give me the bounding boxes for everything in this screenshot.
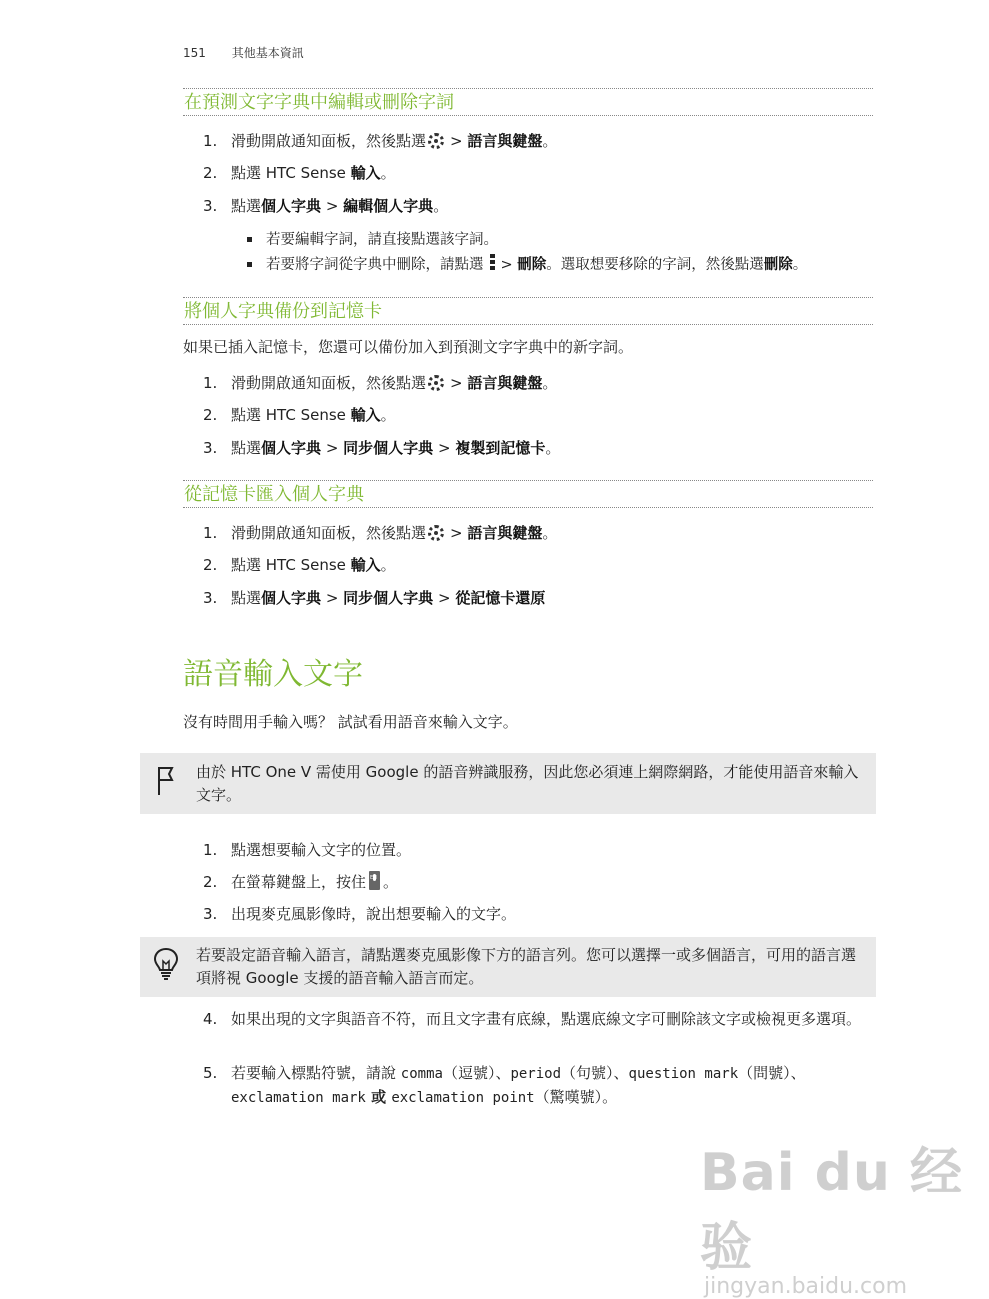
voice-step-1: 1. 點選想要輸入文字的位置。 (203, 841, 412, 859)
edit-step-1: 1. 滑動開啟通知面板，然後點選 > 語言與鍵盤。 (203, 132, 558, 150)
import-step-3: 3. 點選個人字典 > 同步個人字典 > 從記憶卡還原 (203, 589, 546, 607)
edit-step-2: 2. 點選 HTC Sense 輸入。 (203, 164, 396, 182)
voice-step-2: 2. 在螢幕鍵盤上，按住EN 。 (203, 871, 398, 893)
backup-step-3: 3. 點選個人字典 > 同步個人字典 > 複製到記憶卡。 (203, 439, 561, 457)
backup-intro: 如果已插入記憶卡，您還可以備份加入到預測文字字典中的新字詞。 (183, 338, 634, 356)
bullet-square (247, 262, 252, 267)
watermark-url: jingyan.baidu.com (704, 1274, 908, 1299)
import-step-1: 1. 滑動開啟通知面板，然後點選 > 語言與鍵盤。 (203, 524, 558, 542)
watermark (700, 1130, 989, 1299)
tip-text: 若要設定語音輸入語言，請點選麥克風影像下方的語言列。您可以選擇一或多個語言，可用的語言選項將視 Google 支援的語音輸入語言而定。 (196, 946, 857, 987)
voice-step-4: 4. 如果出現的文字與語音不符，而且文字畫有底線，點選底線文字可刪除該文字或檢視更多選項。 (203, 1010, 862, 1028)
backup-step-1: 1. 滑動開啟通知面板，然後點選 > 語言與鍵盤。 (203, 374, 558, 392)
gear-icon (428, 525, 444, 541)
edit-bullet-1: 若要編輯字詞，請直接點選該字詞。 (247, 229, 498, 251)
voice-intro: 沒有時間用手輸入嗎？ 試試看用語音來輸入文字。 (183, 713, 518, 731)
page-header (183, 44, 304, 61)
backup-step-2: 2. 點選 HTC Sense 輸入。 (203, 406, 396, 424)
section-title-import: 從記憶卡匯入個人字典 (183, 480, 873, 508)
voice-step-5: 5. 若要輸入標點符號，請說 comma（逗號）、period（句號）、question mark（問號）、exclamation mark 或 exclamation point（驚嘆號）。 (203, 1064, 806, 1106)
three-dots-icon (490, 254, 495, 272)
import-step-2: 2. 點選 HTC Sense 輸入。 (203, 556, 396, 574)
tip-box (140, 937, 876, 997)
note-box (140, 753, 876, 814)
voice-step-3: 3. 出現麥克風影像時，說出想要輸入的文字。 (203, 905, 517, 923)
edit-step-3: 3. 點選個人字典 > 編輯個人字典。 (203, 197, 449, 215)
bullet-square (247, 237, 252, 242)
mic-en-icon (369, 871, 380, 890)
chapter-title: 其他基本資訊 (231, 46, 304, 60)
gear-icon (428, 133, 444, 149)
gear-icon (428, 375, 444, 391)
watermark-logo: Bai du 经验 (700, 1143, 963, 1278)
section-title-backup: 將個人字典備份到記憶卡 (183, 297, 873, 325)
flag-icon (156, 765, 176, 797)
edit-bullet-2: 若要將字詞從字典中刪除，請點選 > 刪除。選取想要移除的字詞，然後點選刪除。 (247, 254, 807, 276)
page-number: 151 (183, 46, 206, 60)
voice-title: 語音輸入文字 (183, 657, 363, 692)
section-title-edit: 在預測文字字典中編輯或刪除字詞 (183, 88, 873, 116)
note-text: 由於 HTC One V 需使用 Google 的語音辨識服務，因此您必須連上網際網路，才能使用語音來輸入文字。 (196, 763, 859, 804)
lightbulb-icon (153, 947, 179, 981)
